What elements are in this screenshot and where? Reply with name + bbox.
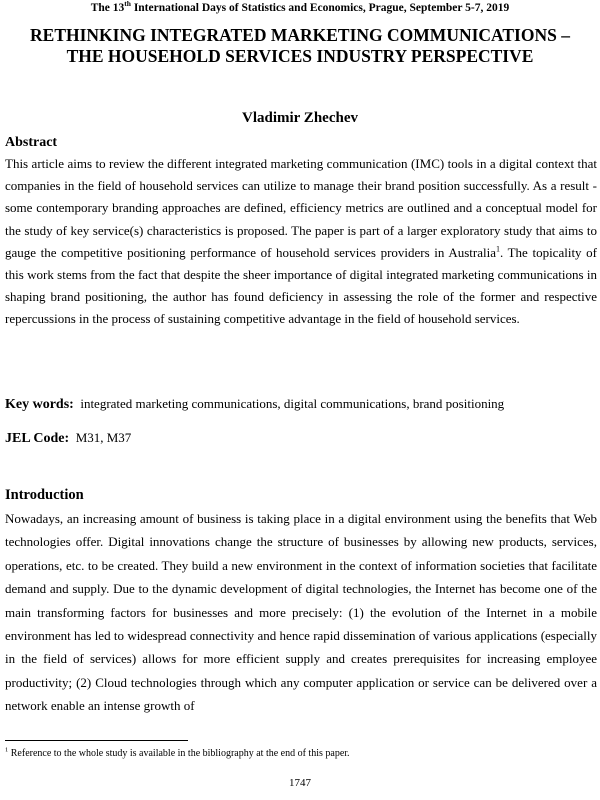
- jel-code-line: [5, 430, 131, 447]
- footnote-text: Reference to the whole study is available in the bibliography at the end of this paper.: [8, 748, 350, 759]
- footnote: [5, 747, 350, 760]
- jel-code-label: JEL Code:: [5, 431, 70, 446]
- abstract-text-part1: This article aims to review the different integrated marketing communication (IMC) tools in a digital context that companies in the field of household services can utilize to manage their brand position successfully. As a result - some contemporary branding approaches are defined, efficiency metrics are outlined and a conceptual model for the study of key service(s) characteristics is proposed. The paper is part of a larger exploratory study that aims to gauge the competitive positioning performance of household services providers in Australia: [5, 156, 597, 260]
- footnote-separator: [5, 740, 188, 741]
- jel-code-text: M31, M37: [75, 430, 132, 445]
- keywords-text: integrated marketing communications, digital communications, brand positioning: [80, 396, 505, 411]
- page-number: 1747: [289, 777, 311, 789]
- footnote-mark: 1: [5, 746, 9, 754]
- keywords-label: Key words:: [5, 397, 74, 412]
- conference-header-ordinal: th: [124, 0, 131, 9]
- conference-header-part2: International Days of Statistics and Economics, Prague, September 5-7, 2019: [130, 2, 510, 14]
- keywords-line: [5, 396, 597, 413]
- footnote-reference-mark: 1: [495, 244, 500, 254]
- conference-header-part1: The 13: [90, 2, 125, 14]
- paper-title: RETHINKING INTEGRATED MARKETING COMMUNICATIONS – THE HOUSEHOLD SERVICES INDUSTRY PERSPECTIVE: [30, 25, 570, 66]
- abstract-heading: Abstract: [5, 135, 58, 150]
- author-name: Vladimir Zhechev: [242, 110, 358, 126]
- conference-header: [0, 1, 600, 15]
- introduction-heading: Introduction: [5, 487, 84, 503]
- introduction-text: Nowadays, an increasing amount of business is taking place in a digital environment using the benefits that Web technologies offer. Digital innovations change the structure of businesses by allowing new products, services, operations, etc. to be created. They build a new environment in the context of information societies that facilitate demand and supply. Due to the dynamic development of digital technologies, the Internet has become one of the main transforming factors for businesses and more precisely: (1) the evolution of the Internet in a mobile environment has led to widespread connectivity and hence rapid dissemination of various applications (especially in the field of services) allows for more efficient supply and creates prerequisites for increasing employee productivity; (2) Cloud technologies through which any computer application or service can be delivered over a network enable an intense growth of: [5, 511, 597, 714]
- abstract-text-part2: . The topicality of this work stems from the fact that despite the sheer importance of digital integrated marketing communications in shaping brand positioning, the author has found deficiency in assessing the role of the former and respective repercussions in the process of sustaining competitive advantage in the field of household services.: [5, 244, 598, 327]
- abstract-text: [5, 153, 597, 331]
